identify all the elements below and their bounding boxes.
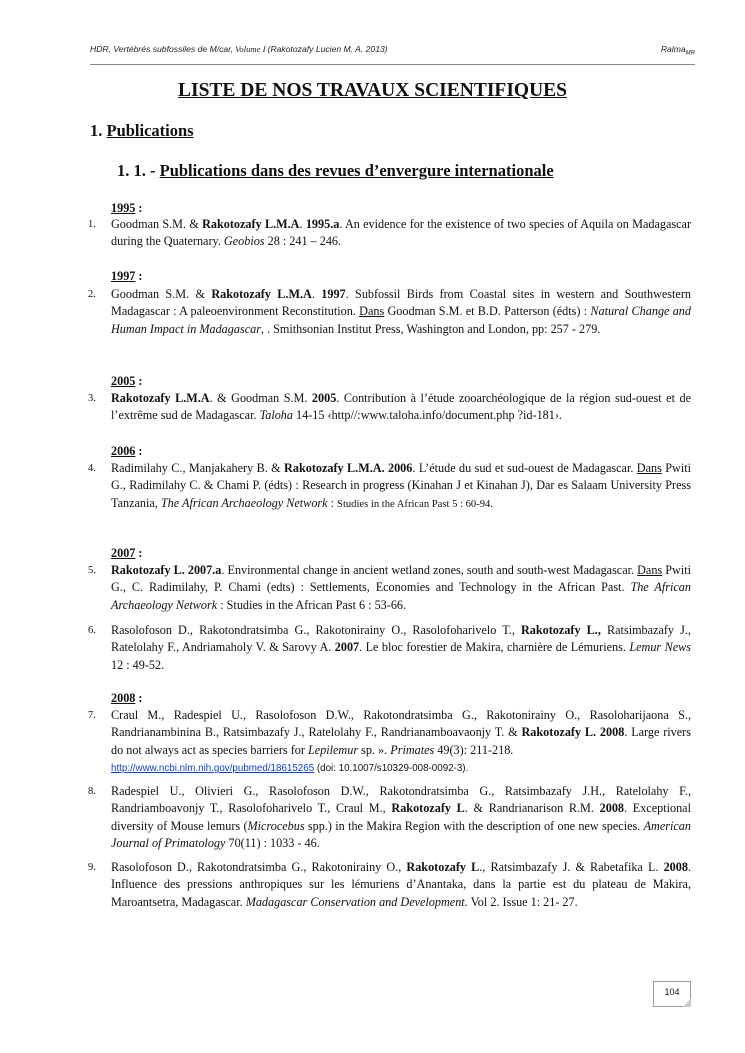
year-heading-1997: 1997 : — [111, 269, 143, 283]
publication-entry-4: Radimilahy C., Manjakahery B. & Rakotozafy L.M.A. 2006. L’étude du sud et sud-ouest de Madagascar. Dans Pwiti G., Radimilahy C. & Chami P. (édts) : Research in progress (Kinahan J et Kinahan J), Dar es Salaam University Press Tanzania, The African Archaeology Network : Studies in the African Past 5 : 60-94. — [111, 461, 691, 510]
year-heading-2008: 2008 : — [111, 691, 143, 705]
year-heading-2005: 2005 : — [111, 374, 143, 388]
publication-entry-5: Rakotozafy L. 2007.a. Environmental change in ancient wetland zones, south and south-west Madagascar. Dans Pwiti G., C. Radimilahy, P. Chami (edts) : Settlements, Economies and Technology in the African Past. The African Archaeology Network : Studies in the African Past 6 : 53-66. — [111, 563, 691, 612]
publication-entry-6: Rasolofoson D., Rakotondratsimba G., Rakotonirainy O., Rasolofoharivelo T., Rakotozafy L., Ratsimbazafy J., Ratelolahy F., Andriamaholy V. & Sarovy A. 2007. Le bloc forestier de Makira, charnière de Lémuriens. Lemur News 12 : 49-52. — [111, 623, 692, 672]
page-title: LISTE DE NOS TRAVAUX SCIENTIFIQUES — [177, 80, 568, 101]
publication-entry-2: Goodman S.M. & Rakotozafy L.M.A. 1997. Subfossil Birds from Coastal sites in western and Southwestern Madagascar : A paleoenvironment Reconstitution. Dans Goodman S.M. et B.D. Patterson (édts) : Natural Change and Human Impact in Madagascar, . Smithsonian Institut Press, Washington and London, pp: 257 - 279. — [111, 287, 691, 336]
publication-entry-9: Rasolofoson D., Rakotondratsimba G., Rakotonirainy O., Rakotozafy L., Ratsimbazafy J. & Rabetafika L. 2008. Influence des pressions anthropiques sur les lémuriens d’Anantaka, dans la partie est du plateau de Makira, Maroantsetra, Madagascar. Madagascar Conservation and Development. Vol 2. Issue 1: 21- 27. — [111, 860, 691, 909]
publication-entry-1: Goodman S.M. & Rakotozafy L.M.A. 1995.a. An evidence for the existence of two species of Aquila on Madagascar during the Quaternary. Geobios 28 : 241 – 246. — [111, 217, 691, 249]
page-number: 104 — [653, 981, 691, 1007]
entry-number: 8. — [88, 786, 96, 797]
entry-number: 6. — [88, 625, 96, 636]
entry-number: 9. — [88, 862, 96, 873]
year-heading-2006: 2006 : — [111, 444, 143, 458]
entry-number: 4. — [88, 463, 96, 474]
subsection-heading-international: 1. 1. - Publications dans des revues d’envergure internationale — [117, 161, 554, 180]
entry-number: 3. — [88, 393, 96, 404]
pubmed-link[interactable]: http://www.ncbi.nlm.nih.gov/pubmed/18615265 — [111, 762, 315, 774]
year-heading-1995: 1995 : — [111, 201, 143, 215]
entry-number: 2. — [88, 289, 96, 300]
year-heading-2007: 2007 : — [111, 546, 143, 560]
publication-entry-8: Radespiel U., Olivieri G., Rasolofoson D.W., Rakotondratsimba G., Ratsimbazafy J.H., Ratelolahy F., Randriamboavonjy T., Rasolofoharivelo T., Craul M., Rakotozafy L. & Randrianarison R.M. 2008. Exceptional diversity of Mouse lemurs (Microcebus spp.) in the Makira Region with the description of one new species. American Journal of Primatology 70(11) : 1033 - 46. — [111, 784, 691, 850]
running-header — [90, 44, 695, 65]
header-left: HDR, Vertébrés subfossiles de M/car, Volume I (Rakotozafy Lucien M. A. 2013) — [90, 44, 388, 54]
publication-entry-3: Rakotozafy L.M.A. & Goodman S.M. 2005. Contribution à l’étude zooarchéologique de la région sud-ouest et de l’extrême sud de Madagascar. Taloha 14-15 ‹http//:www.taloha.info/document.php ?id-181›. — [111, 391, 691, 423]
entry-number: 1. — [88, 219, 96, 230]
section-heading-publications: 1. Publications — [90, 121, 194, 140]
entry-number: 5. — [88, 565, 96, 576]
header-right: Ralma$_{MR}$ — [660, 44, 695, 57]
publication-entry-7: Craul M., Radespiel U., Rasolofoson D.W., Rakotondratsimba G., Rakotonirainy O., Rasoloharijaona S., Randrianambinina B., Ratsimbazafy J., Ratelolahy F., Randrianamboavaonjy T. & Rakotozafy L. 2008. Large rivers do not always act as species barriers for Lepilemur sp. ». Primates 49(3): 211-218. http://www.ncbi.nlm.nih.gov/pubmed/18615265 (doi: 10.1007/s10329-008-0092-3). — [111, 708, 691, 774]
entry-number: 7. — [88, 710, 96, 721]
